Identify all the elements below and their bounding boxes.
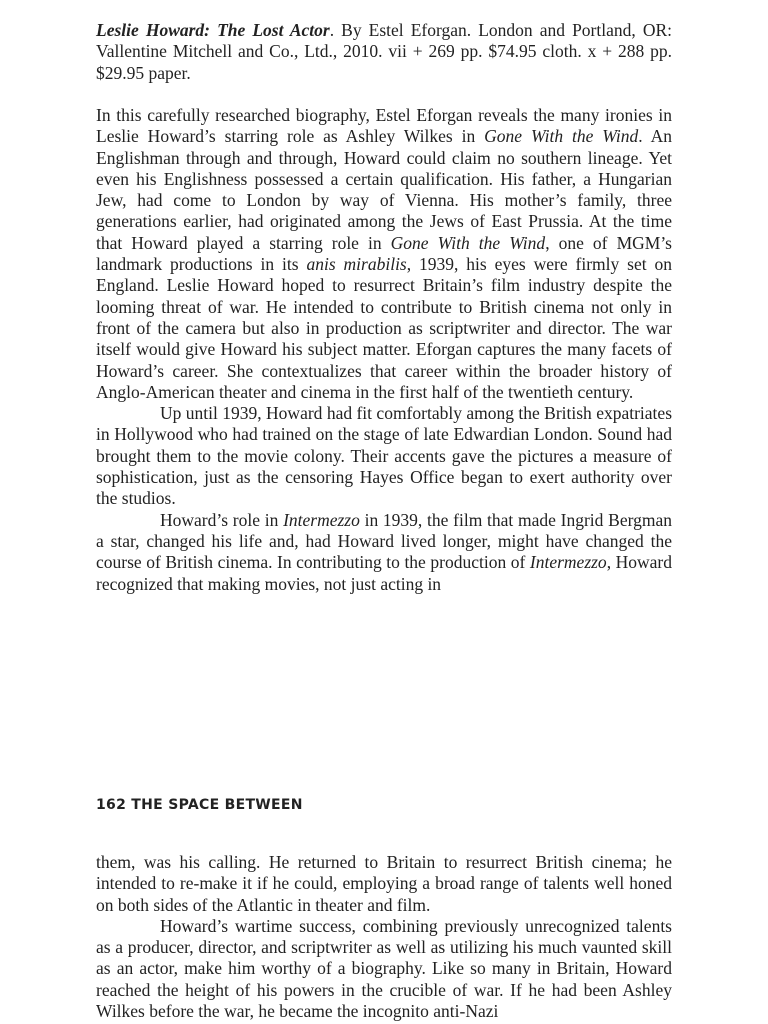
paragraph-3-text-c: , Howard recognized that making movies, not just acting in [96, 552, 672, 594]
paragraph-1 [96, 105, 672, 403]
paragraph-5: Howard’s wartime success, combining previously unrecognized talents as a producer, director, and scriptwriter as well as utilizing his much vaunted skill as an actor, make him worthy of a biography. Like so many in Britain, Howard reached the height of his powers in the crucible of war. If he had been Ashley Wilkes before the war, he became the incognito anti-Nazi [96, 915, 672, 1022]
latin-phrase: anis mirabilis [306, 254, 407, 275]
paragraph-1-text-c: , one of MGM’s landmark productions in its [96, 232, 672, 275]
review-body-bottom [96, 852, 672, 1022]
book-title: Leslie Howard: The Lost Actor [96, 20, 330, 40]
paragraph-4: them, was his calling. He returned to Britain to resurrect British cinema; he intended to re-make it if he could, employing a broad range of talents well honed on both sides of the Atlantic in theater and film. [96, 852, 672, 915]
paragraph-1-text-b: . An Englishman through and through, Howard could claim no southern lineage. Yet even his Englishness possessed a certain qualification. His father, a Hungarian Jew, had come to London by way of Vienna. His mother’s family, three generations earlier, had originated among the Jews of East Prussia. At the time that Howard played a starring role in [96, 126, 672, 253]
paragraph-3-text-b: in 1939, the film that made Ingrid Bergman a star, changed his life and, had Howard lived longer, might have changed the course of British cinema. In contributing to the production of [96, 509, 672, 573]
film-title-intermezzo-2: Intermezzo [529, 552, 607, 573]
paragraph-3-text-a: Howard’s role in [160, 509, 284, 530]
running-head: 162 THE SPACE BETWEEN [96, 797, 303, 813]
paragraph-3 [96, 510, 672, 595]
paragraph-1-text-a: In this carefully researched biography, Estel Eforgan reveals the many ironies in Leslie Howard’s starring role as Ashley Wilkes in [96, 105, 672, 147]
film-title-gone-with-the-wind-2: Gone With the Wind [390, 232, 546, 253]
paragraph-1-text-d: , 1939, his eyes were firmly set on England. Leslie Howard hoped to resurrect Britain’s film industry despite the looming threat of war. He intended to contribute to British cinema not only in front of the camera but also in production as scriptwriter and director. The war itself would give Howard his subject matter. Eforgan captures the many facets of Howard’s career. She contextualizes that career within the broader history of Anglo-American theater and cinema in the first half of the twentieth century. [96, 254, 672, 402]
film-title-gone-with-the-wind: Gone With the Wind [484, 126, 639, 147]
paragraph-2: Up until 1939, Howard had fit comfortably among the British expatriates in Hollywood who had trained on the stage of late Edwardian London. Sound had brought them to the movie colony. Their accents gave the pictures a measure of sophistication, just as the censoring Hayes Office began to exert authority over the studios. [96, 403, 672, 509]
film-title-intermezzo: Intermezzo [283, 509, 360, 530]
review-body-top [96, 105, 672, 595]
citation-details: . By Estel Eforgan. London and Portland, OR: Vallentine Mitchell and Co., Ltd., 2010. vii + 269 pp. $74.95 cloth. x + 288 pp. $29.95 paper. [96, 20, 672, 83]
book-citation [96, 20, 672, 84]
citation-paragraph [96, 20, 672, 84]
